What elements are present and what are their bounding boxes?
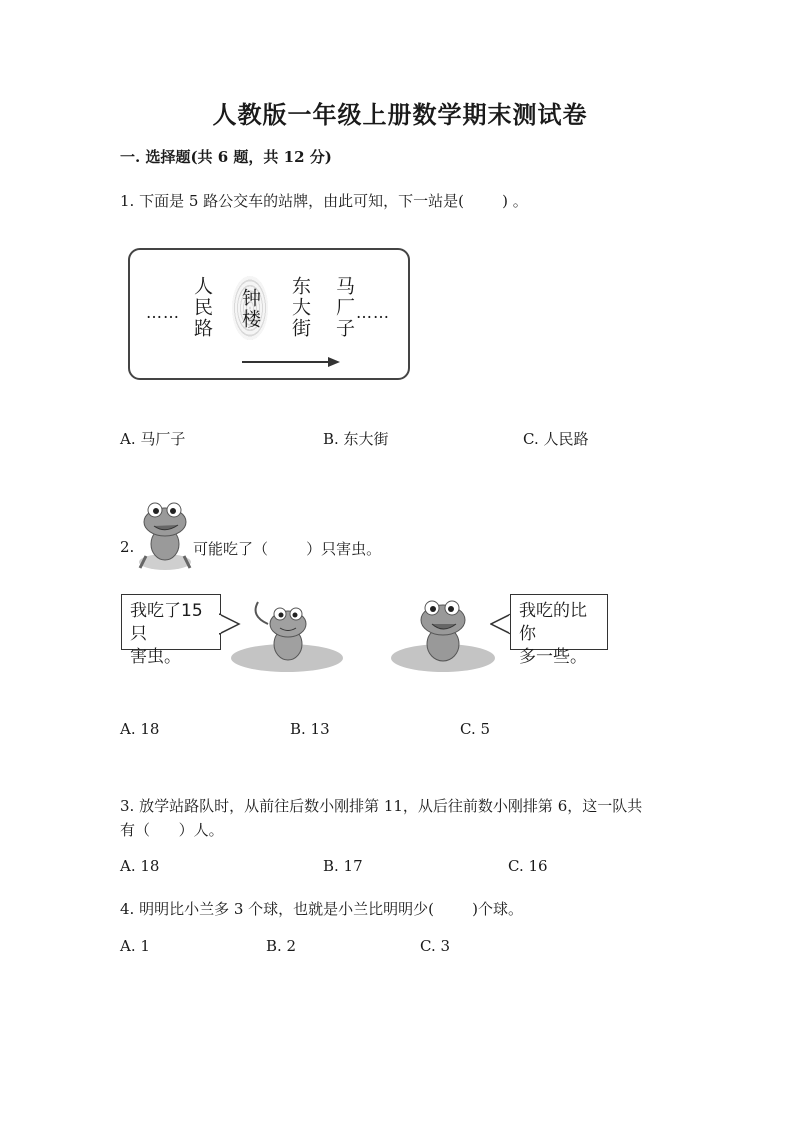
question-1-text: 1. 下面是 5 路公交车的站牌，由此可知，下一站是( ) 。 <box>120 192 528 210</box>
q1-option-b[interactable]: B. 东大街 <box>323 430 389 448</box>
question-2-text: 可能吃了（ ）只害虫。 <box>193 540 382 558</box>
bubble-right-tail <box>490 612 512 636</box>
q2-option-c[interactable]: C. 5 <box>460 720 491 738</box>
stop-dongdajie: 东大街 <box>289 276 311 339</box>
question-2-number: 2. <box>120 538 135 556</box>
q4-option-c[interactable]: C. 3 <box>420 937 451 955</box>
sign-right-dots: …… <box>356 303 390 322</box>
question-3-line2: 有（ ）人。 <box>120 821 224 839</box>
bubble-right-line1: 我吃的比你 <box>519 601 587 644</box>
speech-bubble-right <box>510 594 608 667</box>
stop-zhonglou: 钟楼 <box>239 288 261 330</box>
page-title: 人教版一年级上册数学期末测试卷 <box>212 100 588 129</box>
frog-icon <box>136 498 194 576</box>
q4-option-b[interactable]: B. 2 <box>266 937 297 955</box>
section-heading: 一. 选择题(共 6 题，共 12 分) <box>120 148 332 166</box>
bubble-left-line2: 害虫。 <box>130 647 181 667</box>
sign-left-dots: …… <box>146 303 180 322</box>
question-3-line1: 3. 放学站路队时，从前往后数小刚排第 11，从后往前数小刚排第 6，这一队共 <box>120 797 643 815</box>
stop-machangzi: 马厂子 <box>333 276 355 339</box>
q3-option-c[interactable]: C. 16 <box>508 857 548 875</box>
frog-left-icon <box>228 596 346 676</box>
q1-option-a[interactable]: A. 马厂子 <box>120 430 186 448</box>
bubble-left-line1: 我吃了15只 <box>130 601 203 644</box>
bubble-right-line2: 多一些。 <box>519 647 587 667</box>
frog-right-icon <box>388 596 498 676</box>
q2-option-a[interactable]: A. 18 <box>120 720 160 738</box>
speech-bubble-left <box>121 594 221 667</box>
question-4-text: 4. 明明比小兰多 3 个球，也就是小兰比明明少( )个球。 <box>120 900 524 918</box>
direction-arrow-icon <box>240 355 342 369</box>
stop-renminlu: 人民路 <box>191 276 213 339</box>
q3-option-b[interactable]: B. 17 <box>323 857 363 875</box>
q4-option-a[interactable]: A. 1 <box>120 937 150 955</box>
q1-option-c[interactable]: C. 人民路 <box>523 430 589 448</box>
q2-option-b[interactable]: B. 13 <box>290 720 330 738</box>
q3-option-a[interactable]: A. 18 <box>120 857 160 875</box>
